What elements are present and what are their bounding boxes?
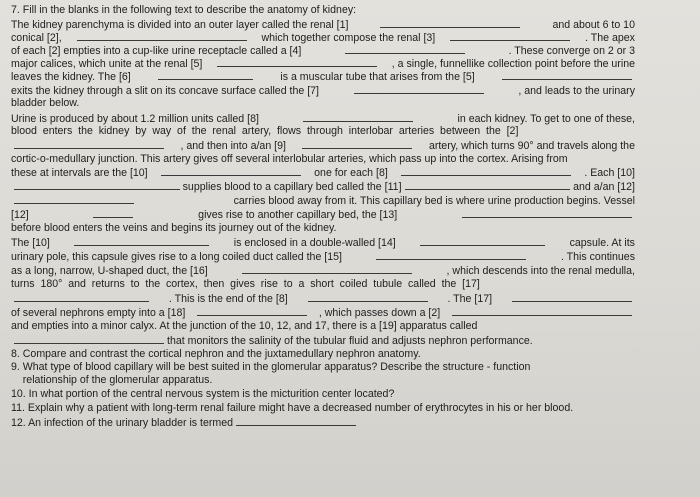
answer-blank[interactable] bbox=[158, 70, 253, 80]
text-segment: , which descends into the renal medulla, bbox=[446, 265, 635, 277]
text-segment: , which passes down a [2] bbox=[318, 307, 441, 319]
text-line bbox=[11, 44, 635, 57]
text-segment: relationship of the glomerular apparatus. bbox=[11, 374, 213, 386]
text-segment: leaves the kidney. The [6] bbox=[11, 71, 131, 83]
text-line bbox=[11, 112, 635, 125]
text-segment: cortic-o-medullary junction. This artery gives off several interlobular arteries, which pass up into the cortex. Arising from bbox=[11, 153, 568, 165]
answer-blank[interactable] bbox=[401, 166, 571, 176]
text-line bbox=[11, 70, 635, 83]
text-segment: 10. In what portion of the central nervous system is the micturition center located? bbox=[11, 388, 395, 400]
text-line bbox=[11, 402, 635, 414]
text-segment: 9. What type of blood capillary will be best suited in the glomerular apparatus? Describe the structure - function bbox=[11, 361, 531, 373]
answer-blank[interactable] bbox=[242, 264, 412, 274]
answer-blank[interactable] bbox=[512, 292, 632, 302]
text-line bbox=[11, 278, 635, 290]
text-segment: The [10] bbox=[11, 237, 50, 249]
text-line bbox=[11, 166, 635, 179]
text-segment: turns 180° and returns to the cortex, then gives rise to a short coiled tubule called the [17] bbox=[11, 278, 480, 290]
text-segment: and about 6 to 10 bbox=[552, 19, 635, 31]
text-line bbox=[11, 320, 635, 332]
text-segment: urinary pole, this capsule gives rise to a long coiled duct called the [15] bbox=[11, 251, 342, 263]
text-segment: . This continues bbox=[560, 251, 635, 263]
answer-blank[interactable] bbox=[405, 180, 571, 190]
text-segment: 11. Explain why a patient with long-term renal failure might have a decreased number of erythrocytes in his or her blood. bbox=[11, 402, 574, 414]
text-segment: in each kidney. To get to one of these, bbox=[457, 113, 635, 125]
answer-blank[interactable] bbox=[302, 139, 412, 149]
text-line bbox=[11, 180, 635, 193]
text-segment: . These converge on 2 or 3 bbox=[508, 45, 635, 57]
text-segment: The kidney parenchyma is divided into an outer layer called the renal [1] bbox=[11, 19, 349, 31]
text-segment: , and then into a/an [9] bbox=[180, 140, 286, 152]
answer-blank[interactable] bbox=[14, 292, 149, 302]
answer-blank[interactable] bbox=[77, 31, 247, 41]
text-segment: of each [2] empties into a cup-like urine receptacle called a [4] bbox=[11, 45, 302, 57]
text-line bbox=[11, 57, 635, 70]
text-segment: Urine is produced by about 1.2 million units called [8] bbox=[11, 113, 259, 125]
text-segment: . This is the end of the [8] bbox=[168, 293, 288, 305]
text-segment: bladder below. bbox=[11, 97, 80, 109]
text-line bbox=[11, 139, 635, 152]
answer-blank[interactable] bbox=[236, 416, 356, 426]
text-segment: blood enters the kidney by way of the renal artery, flows through interlobar arteries between the [2] bbox=[11, 125, 519, 137]
answer-blank[interactable] bbox=[462, 208, 632, 218]
answer-blank[interactable] bbox=[380, 18, 520, 28]
text-segment: capsule. At its bbox=[569, 237, 635, 249]
text-line bbox=[11, 348, 635, 360]
answer-blank[interactable] bbox=[452, 306, 632, 316]
answer-blank[interactable] bbox=[93, 208, 133, 218]
answer-blank[interactable] bbox=[197, 306, 307, 316]
answer-blank[interactable] bbox=[217, 57, 377, 67]
text-segment: and empties into a minor calyx. At the junction of the 10, 12, and 17, there is a [19] apparatus called bbox=[11, 320, 478, 332]
text-segment: [12] bbox=[11, 209, 29, 221]
text-line bbox=[11, 334, 635, 347]
text-segment: . Each [10] bbox=[584, 167, 635, 179]
answer-blank[interactable] bbox=[14, 180, 180, 190]
text-line bbox=[11, 31, 635, 44]
text-line bbox=[11, 4, 635, 16]
text-segment: major calices, which unite at the renal [5] bbox=[11, 58, 203, 70]
text-line bbox=[11, 194, 635, 207]
text-segment: before blood enters the veins and begins its journey out of the kidney. bbox=[11, 222, 337, 234]
text-line bbox=[11, 208, 635, 221]
text-line bbox=[11, 222, 635, 234]
text-segment: is enclosed in a double-walled [14] bbox=[233, 237, 396, 249]
text-segment: as a long, narrow, U-shaped duct, the [16] bbox=[11, 265, 208, 277]
text-segment: is a muscular tube that arises from the [5] bbox=[280, 71, 475, 83]
text-line bbox=[11, 97, 635, 109]
text-segment: gives rise to another capillary bed, the [13] bbox=[198, 209, 398, 221]
text-segment: supplies blood to a capillary bed called the [11] bbox=[182, 181, 402, 193]
text-line bbox=[11, 264, 635, 277]
answer-blank[interactable] bbox=[376, 250, 526, 260]
answer-blank[interactable] bbox=[14, 139, 164, 149]
text-segment: 7. Fill in the blanks in the following text to describe the anatomy of kidney: bbox=[11, 4, 357, 16]
text-segment: carries blood away from it. This capillary bed is where urine production begins. Vessel bbox=[233, 195, 635, 207]
text-segment: exits the kidney through a slit on its concave surface called the [7] bbox=[11, 85, 319, 97]
text-line bbox=[11, 18, 635, 31]
answer-blank[interactable] bbox=[303, 112, 413, 122]
text-segment: that monitors the salinity of the tubular fluid and adjusts nephron performance. bbox=[167, 335, 533, 347]
answer-blank[interactable] bbox=[14, 194, 134, 204]
text-line bbox=[11, 125, 635, 137]
answer-blank[interactable] bbox=[345, 44, 465, 54]
text-line bbox=[11, 292, 635, 305]
text-line bbox=[11, 416, 635, 429]
text-line bbox=[11, 306, 635, 319]
answer-blank[interactable] bbox=[420, 236, 545, 246]
text-segment: 12. An infection of the urinary bladder is termed bbox=[11, 417, 234, 429]
text-segment: . The apex bbox=[585, 32, 635, 44]
text-segment: artery, which turns 90° and travels along the bbox=[428, 140, 635, 152]
text-segment: , and leads to the urinary bbox=[518, 85, 635, 97]
answer-blank[interactable] bbox=[450, 31, 570, 41]
answer-blank[interactable] bbox=[308, 292, 428, 302]
text-line bbox=[11, 388, 635, 400]
text-segment: 8. Compare and contrast the cortical nephron and the juxtamedullary nephron anatomy. bbox=[11, 348, 421, 360]
answer-blank[interactable] bbox=[74, 236, 209, 246]
text-segment: and a/an [12] bbox=[573, 181, 635, 193]
text-line bbox=[11, 361, 635, 373]
answer-blank[interactable] bbox=[161, 166, 301, 176]
text-line bbox=[11, 84, 635, 97]
text-segment: which together compose the renal [3] bbox=[261, 32, 436, 44]
answer-blank[interactable] bbox=[354, 84, 484, 94]
text-line bbox=[11, 250, 635, 263]
text-segment: one for each [8] bbox=[314, 167, 388, 179]
answer-blank[interactable] bbox=[14, 334, 164, 344]
text-segment: , a single, funnellike collection point before the urine bbox=[391, 58, 635, 70]
text-line bbox=[11, 236, 635, 249]
text-segment: . The [17] bbox=[447, 293, 493, 305]
text-line bbox=[11, 153, 635, 165]
text-line bbox=[11, 374, 635, 386]
text-segment: conical [2], bbox=[11, 32, 62, 44]
answer-blank[interactable] bbox=[502, 70, 632, 80]
text-segment: of several nephrons empty into a [18] bbox=[11, 307, 186, 319]
text-segment: these at intervals are the [10] bbox=[11, 167, 148, 179]
